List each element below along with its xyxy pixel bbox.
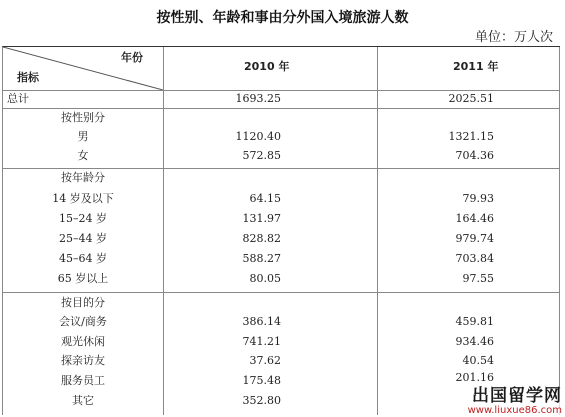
row-label: 观光休闲 [61, 335, 105, 348]
watermark-url: www.liuxue86.com [467, 405, 562, 416]
row-divider [3, 90, 560, 91]
header-year-label: 年份 [121, 51, 143, 64]
row-value-2011: 934.46 [455, 335, 494, 348]
row-value-2011: 40.54 [462, 354, 494, 367]
row-label: 探亲访友 [61, 354, 105, 367]
row-value-2010: 572.85 [242, 149, 281, 162]
header-indicator-label: 指标 [17, 71, 39, 84]
row-label: 女 [77, 149, 89, 162]
column-divider [377, 47, 378, 415]
row-label: 65 岁以上 [57, 272, 109, 285]
row-value-2011: 459.81 [455, 315, 494, 328]
row-value-2011: 979.74 [455, 232, 494, 245]
row-value-2010: 828.82 [242, 232, 281, 245]
row-label: 服务员工 [61, 374, 105, 387]
row-value-2010: 37.62 [249, 354, 281, 367]
row-divider [3, 292, 560, 293]
row-divider [3, 108, 560, 109]
row-value-2011: 1321.15 [448, 130, 494, 143]
row-label: 男 [77, 130, 89, 143]
row-value-2010: 80.05 [249, 272, 281, 285]
row-value-2010: 64.15 [249, 192, 281, 205]
row-divider [3, 168, 560, 169]
header-year-2011: 2011 年 [453, 60, 499, 73]
column-divider [163, 47, 164, 415]
row-label: 总计 [7, 92, 29, 105]
row-value-2011: 79.93 [462, 192, 494, 205]
row-label: 其它 [72, 394, 94, 407]
unit-label: 单位：万人次 [474, 30, 553, 45]
row-value-2010: 175.48 [242, 374, 281, 387]
row-value-2010: 1693.25 [235, 92, 281, 105]
row-value-2010: 588.27 [242, 252, 281, 265]
row-value-2011: 703.84 [455, 252, 494, 265]
section-label: 按年龄分 [61, 171, 105, 184]
row-value-2010: 131.97 [242, 212, 281, 225]
row-value-2010: 1120.40 [235, 130, 281, 143]
watermark-text: 出国留学网 [472, 386, 562, 406]
section-label: 按性别分 [61, 111, 105, 124]
row-value-2010: 352.80 [242, 394, 281, 407]
row-label: 会议/商务 [59, 315, 107, 328]
row-label: 45–64 岁 [59, 252, 107, 265]
row-label: 15–24 岁 [59, 212, 107, 225]
row-value-2011: 97.55 [462, 272, 494, 285]
watermark [404, 387, 562, 417]
row-value-2010: 741.21 [242, 335, 281, 348]
row-value-2011: 704.36 [455, 149, 494, 162]
column-divider [559, 47, 560, 415]
statistics-table [2, 46, 560, 415]
row-label: 14 岁及以下 [52, 192, 114, 205]
table-title: 按性别、年龄和事由分外国入境旅游人数 [156, 10, 409, 26]
row-value-2011: 164.46 [455, 212, 494, 225]
section-label: 按目的分 [61, 296, 105, 309]
row-value-2011: 201.16 [455, 371, 494, 384]
header-year-2010: 2010 年 [244, 60, 290, 73]
row-value-2011: 2025.51 [448, 92, 494, 105]
row-value-2010: 386.14 [242, 315, 281, 328]
row-label: 25–44 岁 [59, 232, 107, 245]
